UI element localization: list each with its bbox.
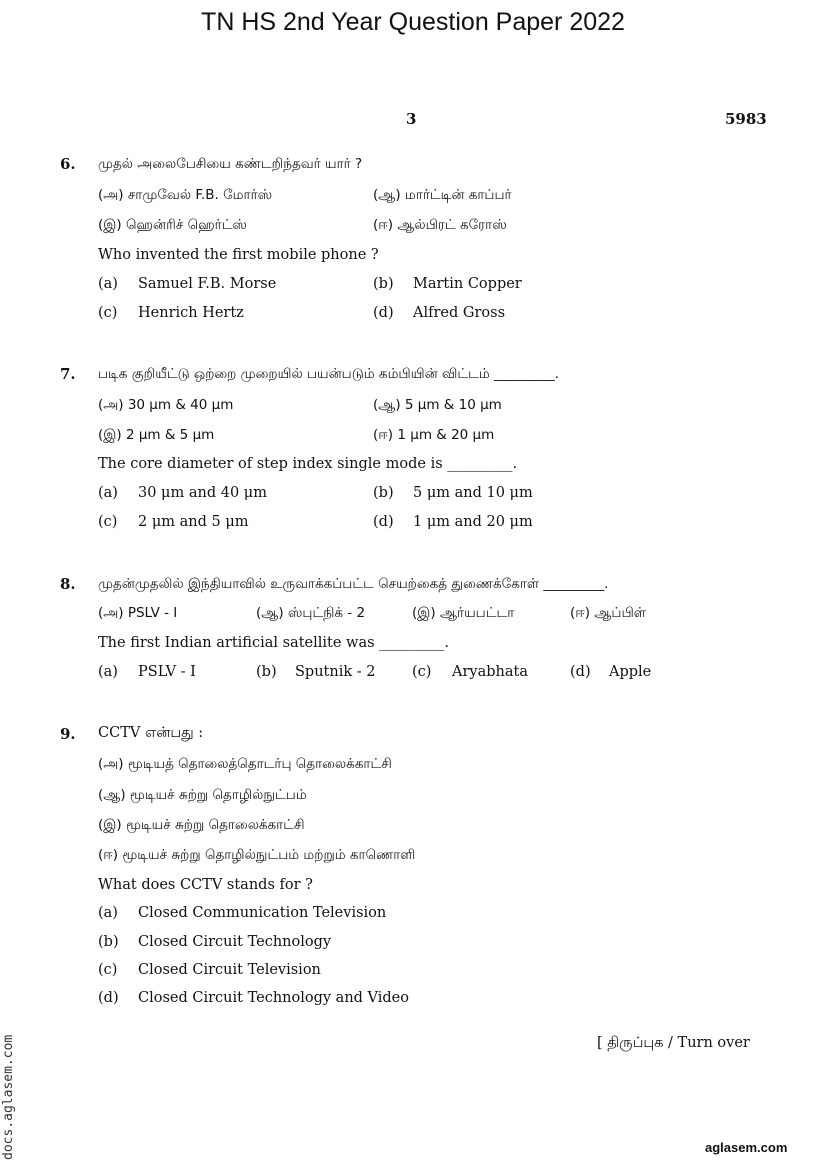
tamil-option: (ஆ) ஸ்புட்நிக் - 2: [256, 605, 366, 621]
tamil-option: (ஈ) 1 μm & 20 μm: [373, 427, 495, 443]
option-text: Apple: [609, 664, 652, 680]
tamil-question: CCTV என்பது :: [98, 725, 204, 741]
tamil-option: (இ) மூடியச் சுற்று தொலைக்காட்சி: [98, 817, 305, 833]
option-label: (a): [98, 485, 118, 501]
english-question: The first Indian artificial satellite was _________.: [98, 635, 450, 651]
option-label: (c): [98, 305, 118, 321]
option-label: (d): [98, 990, 119, 1006]
question-number: 8.: [60, 575, 76, 593]
english-question: What does CCTV stands for ?: [98, 877, 313, 893]
option-label: (b): [373, 276, 394, 292]
tamil-option: (இ) ஹென்ரிச் ஹெர்ட்ஸ்: [98, 217, 247, 233]
tamil-option: (ஈ) ஆப்பிள்: [570, 605, 646, 621]
option-label: (d): [373, 514, 394, 530]
option-label: (d): [373, 305, 394, 321]
english-question: The core diameter of step index single mode is _________.: [98, 456, 518, 472]
option-label: (b): [373, 485, 394, 501]
option-text: Henrich Hertz: [138, 305, 244, 321]
turn-over-note: [ திருப்புக / Turn over: [597, 1035, 750, 1051]
page-title: TN HS 2nd Year Question Paper 2022: [201, 8, 625, 36]
option-label: (a): [98, 664, 118, 680]
option-label: (b): [98, 934, 119, 950]
option-text: Martin Copper: [413, 276, 522, 292]
option-label: (c): [98, 514, 118, 530]
tamil-option: (அ) PSLV - I: [98, 605, 178, 621]
tamil-option: (ஆ) மார்ட்டின் காப்பர்: [373, 187, 512, 203]
option-text: Closed Circuit Television: [138, 962, 321, 978]
option-label: (a): [98, 905, 118, 921]
tamil-option: (அ) மூடியத் தொலைத்தொடர்பு தொலைக்காட்சி: [98, 756, 392, 772]
tamil-option: (இ) 2 μm & 5 μm: [98, 427, 215, 443]
tamil-option: (அ) சாமுவேல் F.B. மோர்ஸ்: [98, 187, 273, 203]
option-text: Closed Circuit Technology and Video: [138, 990, 409, 1006]
option-text: Alfred Gross: [413, 305, 506, 321]
tamil-question: முதன்முதலில் இந்தியாவில் உருவாக்கப்பட்ட செயற்கைத் துணைக்கோள் _________.: [98, 576, 609, 592]
option-text: Samuel F.B. Morse: [138, 276, 277, 292]
footer-brand: aglasem.com: [705, 1140, 788, 1155]
option-text: Closed Communication Television: [138, 905, 387, 921]
option-text: 30 μm and 40 μm: [138, 485, 267, 501]
option-text: 2 μm and 5 μm: [138, 514, 249, 530]
option-label: (a): [98, 276, 118, 292]
tamil-option: (அ) 30 μm & 40 μm: [98, 397, 234, 413]
option-text: Aryabhata: [452, 664, 528, 680]
english-question: Who invented the first mobile phone ?: [98, 247, 379, 263]
tamil-option: (ஈ) ஆல்பிரட் கரோஸ்: [373, 217, 507, 233]
tamil-option: (இ) ஆர்யபட்டா: [412, 605, 515, 621]
option-text: Sputnik - 2: [295, 664, 376, 680]
tamil-option: (ஈ) மூடியச் சுற்று தொழில்நுட்பம் மற்றும் காணொளி: [98, 847, 416, 863]
option-text: Closed Circuit Technology: [138, 934, 332, 950]
tamil-question: முதல் அலைபேசியை கண்டறிந்தவர் யார் ?: [98, 156, 363, 172]
option-label: (d): [570, 664, 591, 680]
question-number: 7.: [60, 365, 76, 383]
question-number: 9.: [60, 725, 76, 743]
watermark-text: docs.aglasem.com: [1, 1034, 16, 1160]
option-label: (c): [98, 962, 118, 978]
option-label: (c): [412, 664, 432, 680]
option-label: (b): [256, 664, 277, 680]
option-text: 1 μm and 20 μm: [413, 514, 533, 530]
tamil-option: (ஆ) மூடியச் சுற்று தொழில்நுட்பம்: [98, 787, 307, 803]
option-text: 5 μm and 10 μm: [413, 485, 533, 501]
paper-code: 5983: [725, 110, 767, 128]
tamil-question: படிக குறியீட்டு ஒற்றை முறையில் பயன்படும் கம்பியின் விட்டம் _________.: [98, 366, 560, 382]
tamil-option: (ஆ) 5 μm & 10 μm: [373, 397, 502, 413]
page-number: 3: [406, 110, 417, 128]
question-number: 6.: [60, 155, 76, 173]
option-text: PSLV - I: [138, 664, 196, 680]
